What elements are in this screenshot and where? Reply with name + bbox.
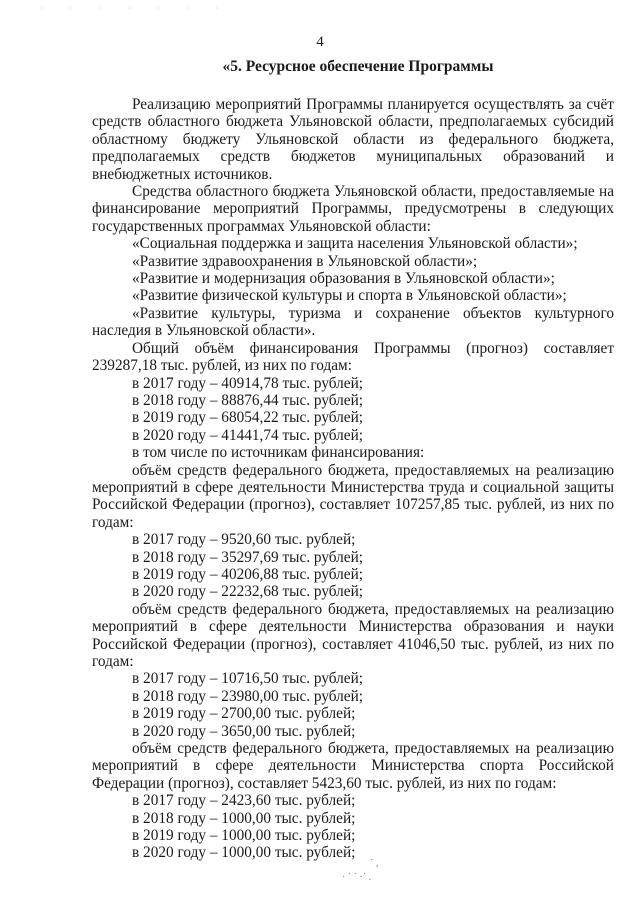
year-amount: в 2018 году – 35297,69 тыс. рублей; — [132, 548, 364, 566]
document-body — [92, 96, 614, 862]
section-title: «5. Ресурсное обеспечение Программы — [222, 58, 494, 75]
program-list-item: «Развитие и модернизация образования в Ульяновской области»; — [132, 270, 555, 288]
paragraph: объём средств федерального бюджета, предоставляемых на реализацию мероприятий в сфере деятельности Министерства образования и науки Российской Федерации (прогноз), составляет 41046,50 тыс. рублей, из них по годам: — [92, 600, 614, 670]
scan-artifact: · ˙ ˙ ·˙ . — [342, 872, 372, 883]
year-amount: в 2017 году – 2423,60 тыс. рублей; — [132, 792, 356, 810]
year-amount: в 2020 году – 3650,00 тыс. рублей; — [132, 722, 356, 740]
page-number: 4 — [316, 34, 324, 50]
year-amount: в 2017 году – 40914,78 тыс. рублей; — [132, 374, 364, 392]
paragraph: Реализацию мероприятий Программы планируется осуществлять за счёт средств областного бюджета Ульяновской области, предполагаемых субсидий областному бюджету Ульяновской области из федерального бюджета, предполагаемых средств бюджетов муниципальных образований и внебюджетных источников. — [92, 96, 614, 183]
paragraph: в том числе по источникам финансирования: — [132, 444, 425, 462]
year-amount: в 2017 году – 10716,50 тыс. рублей; — [132, 670, 364, 688]
program-list-item: «Развитие физической культуры и спорта в Ульяновской области»; — [132, 287, 567, 305]
year-amount: в 2019 году – 68054,22 тыс. рублей; — [132, 409, 364, 427]
paragraph: Средства областного бюджета Ульяновской области, предоставляемые на финансирование мероприятий Программы, предусмотрены в следующих государственных программах Ульяновской области: — [92, 183, 614, 235]
program-list-item: «Развитие культуры, туризма и сохранение объектов культурного наследия в Ульяновской области». — [92, 304, 614, 340]
paragraph: объём средств федерального бюджета, предоставляемых на реализацию мероприятий в сфере деятельности Министерства труда и социальной защиты Российской Федерации (прогноз), составляет 107257,85 тыс. рублей, из них по годам: — [92, 461, 614, 531]
year-amount: в 2018 году – 88876,44 тыс. рублей; — [132, 391, 364, 409]
year-amount: в 2018 году – 23980,00 тыс. рублей; — [132, 687, 364, 705]
program-list-item: «Социальная поддержка и защита населения Ульяновской области»; — [132, 235, 578, 253]
scan-artifact: ˙ , — [370, 858, 379, 869]
year-amount: в 2020 году – 1000,00 тыс. рублей; — [132, 844, 356, 862]
year-amount: в 2020 году – 22232,68 тыс. рублей; — [132, 583, 364, 601]
year-amount: в 2018 году – 1000,00 тыс. рублей; — [132, 809, 356, 827]
year-amount: в 2019 году – 40206,88 тыс. рублей; — [132, 565, 364, 583]
paragraph: Общий объём финансирования Программы (прогноз) составляет 239287,18 тыс. рублей, из них по годам: — [92, 339, 614, 375]
year-amount: в 2020 году – 41441,74 тыс. рублей; — [132, 426, 364, 444]
year-amount: в 2019 году – 1000,00 тыс. рублей; — [132, 827, 356, 845]
year-amount: в 2019 году – 2700,00 тыс. рублей; — [132, 705, 356, 723]
program-list-item: «Развитие здравоохранения в Ульяновской области»; — [132, 252, 478, 270]
year-amount: в 2017 году – 9520,60 тыс. рублей; — [132, 531, 356, 549]
scan-artifact: ˙ ˙ ˙ ˙ ˙ ˙ ˙ — [40, 6, 231, 16]
paragraph: объём средств федерального бюджета, предоставляемых на реализацию мероприятий в сфере деятельности Министерства спорта Российской Федерации (прогноз), составляет 5423,60 тыс. рублей, из них по годам: — [92, 740, 614, 792]
